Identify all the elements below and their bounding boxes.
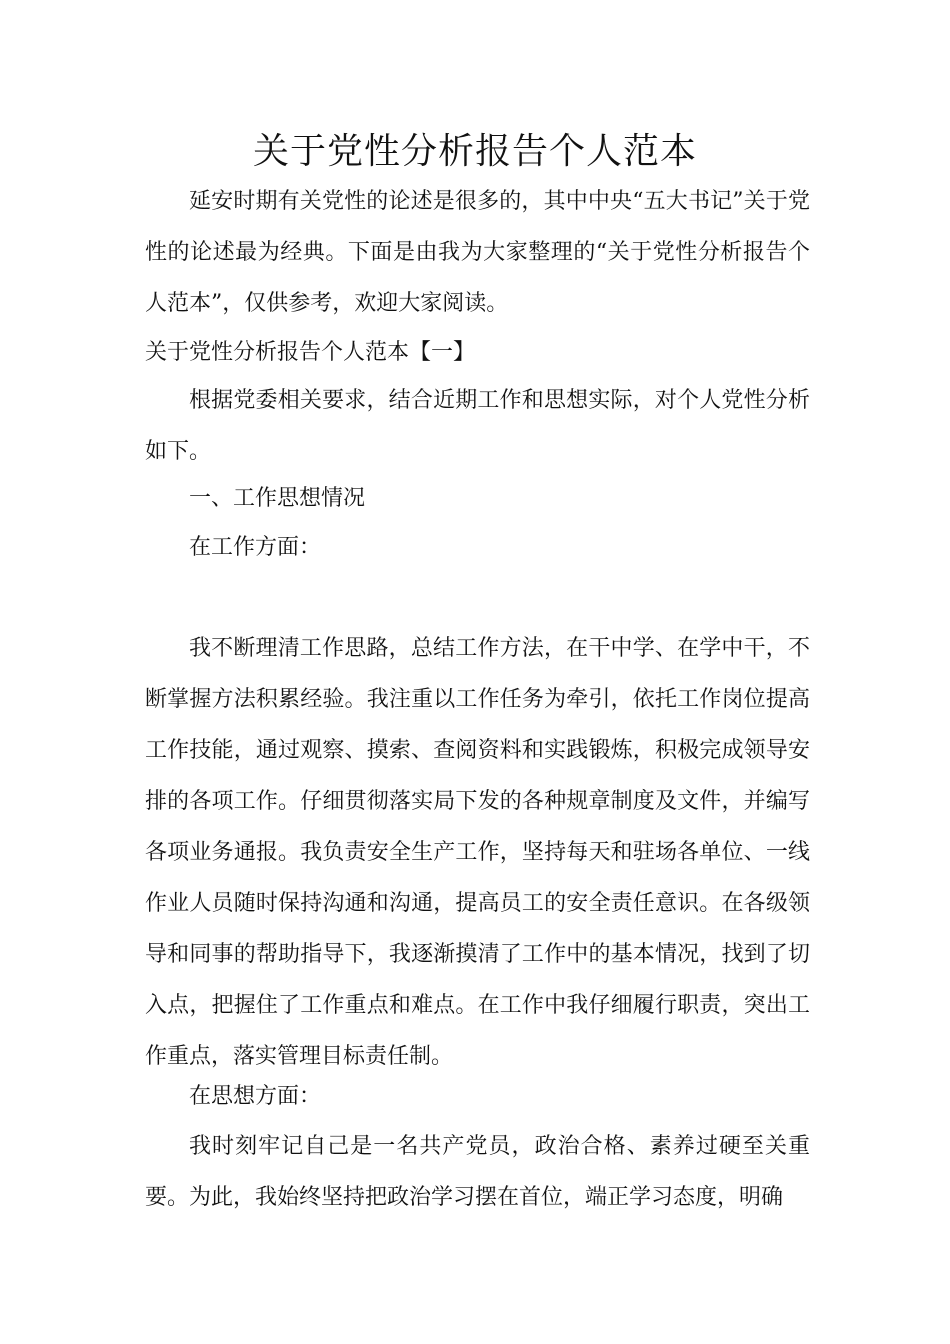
thought-paragraph: 我时刻牢记自己是一名共产党员，政治合格、素养过硬至关重要。为此，我始终坚持把政治学习摆在首位，端正学习态度，明确 — [145, 1134, 810, 1210]
intro-paragraph: 延安时期有关党性的论述是很多的，其中中央“五大书记”关于党性的论述最为经典。下面是由我为大家整理的“关于党性分析报告个人范本”，仅供参考，欢迎大家阅读。 — [145, 189, 810, 316]
heading-work-thought: 一、工作思想情况 — [189, 486, 366, 511]
work-paragraph: 我不断理清工作思路，总结工作方法，在干中学、在学中干，不断掌握方法积累经验。我注重以工作任务为牵引，依托工作岗位提高工作技能，通过观察、摸索、查阅资料和实践锻炼，积极完成领导安排的各项工作。仔细贯彻落实局下发的各种规章制度及文件，并编写各项业务通报。我负责安全生产工作，坚持每天和驻场各单位、一线作业人员随时保持沟通和沟通，提高员工的安全责任意识。在各级领导和同事的帮助指导下，我逐渐摸清了工作中的基本情况，找到了切入点，把握住了工作重点和难点。在工作中我仔细履行职责，突出工作重点，落实管理目标责任制。 — [145, 636, 810, 1069]
section-heading: 关于党性分析报告个人范本【一】 — [145, 340, 476, 365]
work-label: 在工作方面： — [189, 535, 322, 560]
thought-label: 在思想方面： — [189, 1084, 322, 1109]
basis-paragraph: 根据党委相关要求，结合近期工作和思想实际，对个人党性分析如下。 — [145, 388, 810, 464]
document-title: 关于党性分析报告个人范本 — [252, 131, 697, 172]
